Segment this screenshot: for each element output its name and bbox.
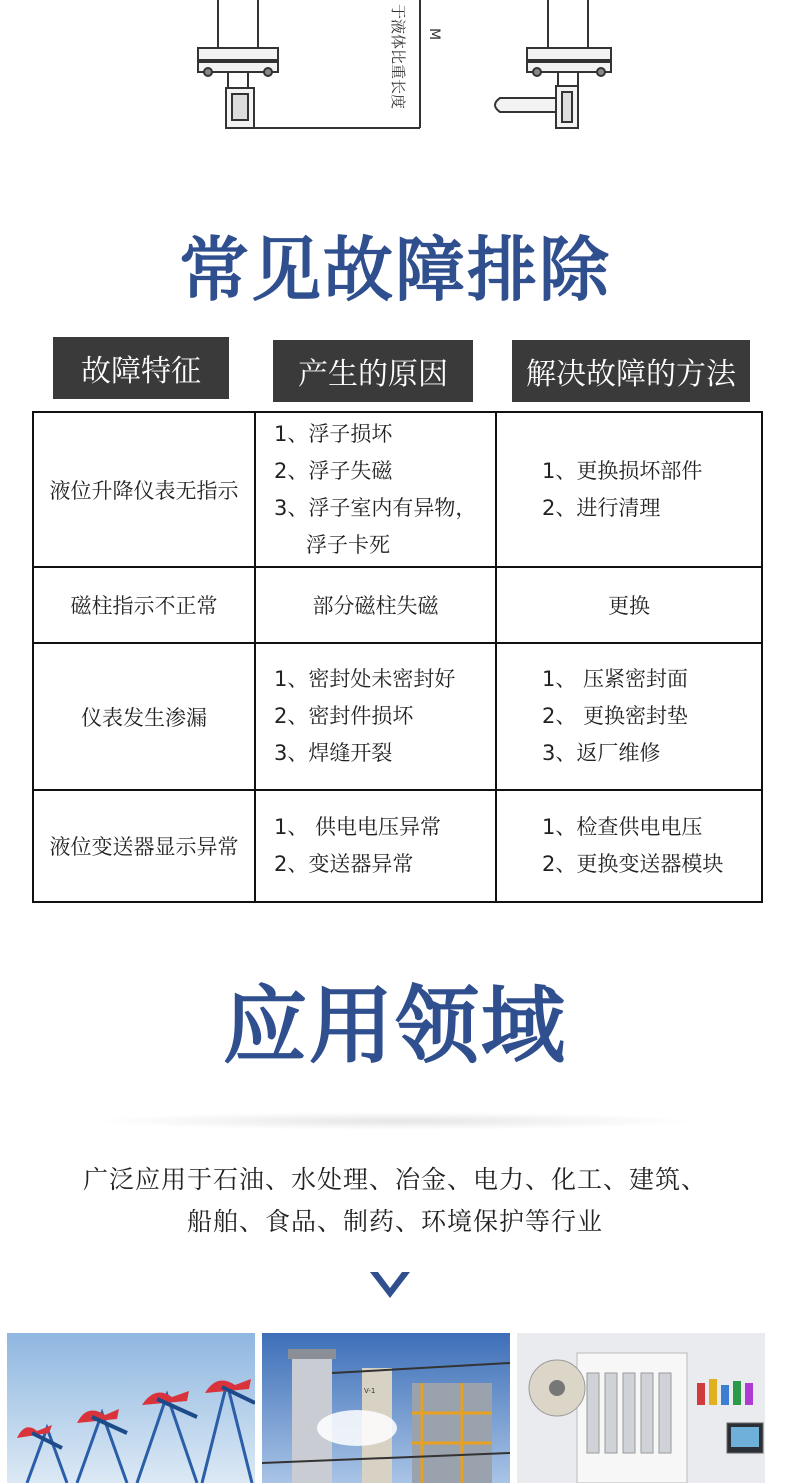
- cause-item: 3、焊缝开裂: [274, 741, 393, 765]
- fault-table: [32, 411, 763, 903]
- solution-item: 1、检查供电电压: [542, 815, 703, 839]
- cause-item: 3、浮子室内有异物，: [274, 495, 477, 520]
- drawing-dimension-label: M: [426, 28, 442, 41]
- apps-description-line: 船舶、食品、制药、环境保护等行业: [186, 1207, 603, 1236]
- apps-section-title: 应用领域: [222, 977, 567, 1075]
- solution-item: 2、 更换密封垫: [542, 704, 689, 728]
- solution-item: 1、更换损坏部件: [542, 458, 703, 483]
- solution-item: 2、进行清理: [542, 495, 661, 520]
- apps-description-line: 广泛应用于石油、水处理、冶金、电力、化工、建筑、: [82, 1165, 707, 1194]
- industrial-plant-photo: [262, 1333, 510, 1483]
- table-row: [34, 791, 761, 901]
- oil-field-photo: [7, 1333, 255, 1483]
- cause-item: 1、浮子损坏: [274, 421, 393, 446]
- cause-cell: 部分磁柱失磁: [256, 568, 497, 642]
- chevron-down-icon: [368, 1268, 412, 1304]
- instrument-drawing: [0, 0, 790, 160]
- drawing-vertical-label: 于液体比重长度: [389, 4, 407, 110]
- solution-item: 2、更换变送器模块: [542, 852, 724, 876]
- symptom-cell: 液位变送器显示异常: [34, 791, 256, 901]
- cause-item: 2、浮子失磁: [274, 458, 393, 483]
- solution-cell: 更换: [608, 594, 650, 618]
- symptom-cell: 磁柱指示不正常: [34, 568, 256, 642]
- symptom-cell: 液位升降仪表无指示: [34, 413, 256, 566]
- header-tag-cause: 产生的原因: [273, 340, 473, 402]
- section-divider-shadow: [90, 1112, 700, 1130]
- cause-item: 浮子卡死: [306, 532, 390, 557]
- cause-item: 1、密封处未密封好: [274, 667, 456, 691]
- solution-cell: [497, 644, 761, 789]
- table-row: [34, 413, 761, 568]
- faults-section-title: 常见故障排除: [179, 229, 611, 311]
- solution-cell: [497, 791, 761, 901]
- header-tag-solution: 解决故障的方法: [512, 340, 750, 402]
- solution-cell: [497, 413, 761, 566]
- solution-item: 1、 压紧密封面: [542, 667, 689, 691]
- solution-item: 3、返厂维修: [542, 741, 661, 765]
- cause-cell: [256, 413, 497, 566]
- cause-item: 2、密封件损坏: [274, 704, 414, 728]
- embroidery-machine-photo: [517, 1333, 765, 1483]
- symptom-cell: 仪表发生渗漏: [34, 644, 256, 789]
- cause-item: 1、 供电电压异常: [274, 815, 442, 839]
- cause-cell: [256, 644, 497, 789]
- table-row: [34, 568, 761, 644]
- cause-item: 2、变送器异常: [274, 852, 414, 876]
- svg-text:V-1: V-1: [364, 1387, 376, 1395]
- cause-cell: [256, 791, 497, 901]
- table-row: [34, 644, 761, 791]
- header-tag-symptom: 故障特征: [53, 337, 229, 399]
